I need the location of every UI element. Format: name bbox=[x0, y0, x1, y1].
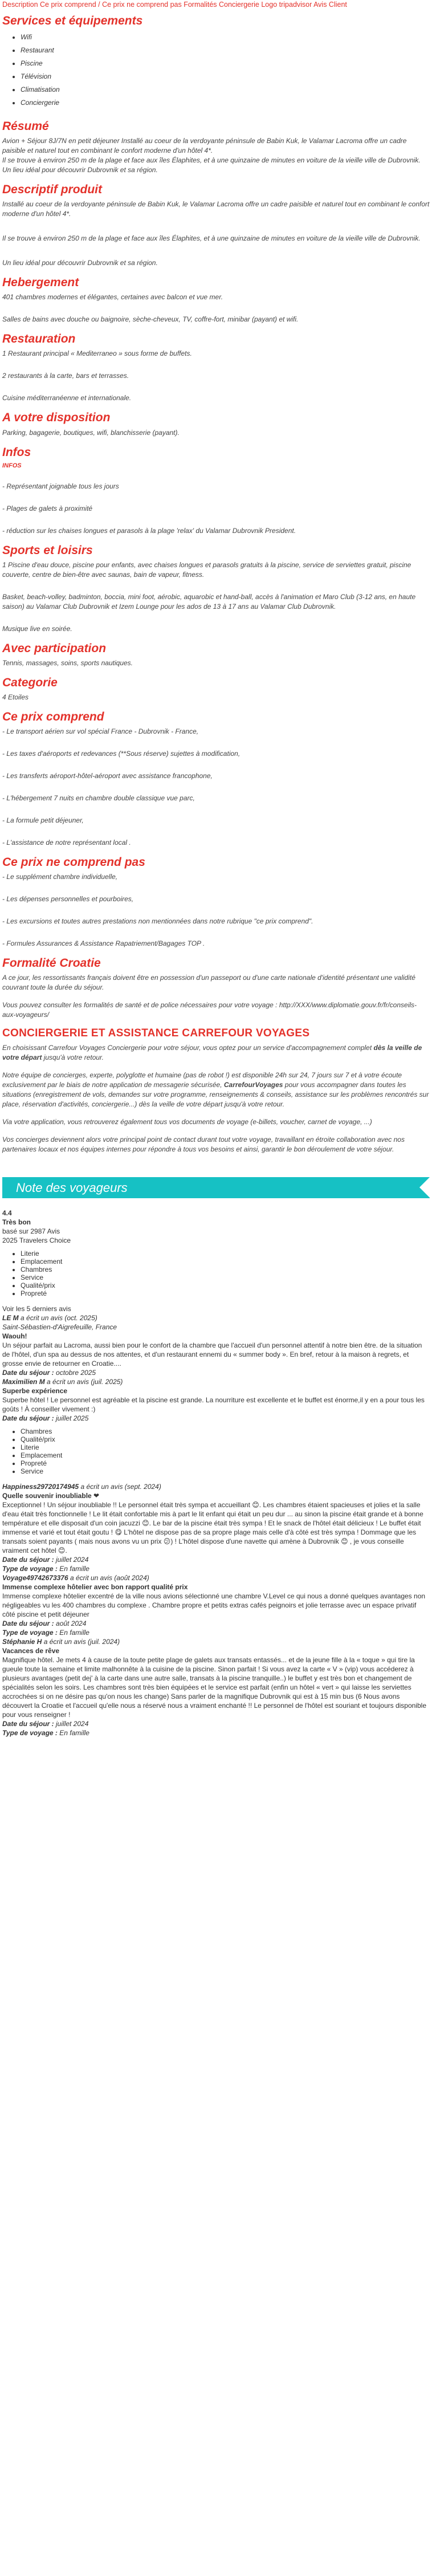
reviews-section bbox=[2, 1208, 430, 1737]
conciergerie-text-bold: CarrefourVoyages bbox=[223, 1081, 283, 1089]
infos-text: - Représentant joignable tous les jours bbox=[2, 482, 119, 490]
criteria-item: • Qualité/prix bbox=[21, 1281, 430, 1289]
conciergerie-title: CONCIERGERIE ET ASSISTANCE CARREFOUR VOYAGES bbox=[2, 1027, 310, 1040]
review-date-line bbox=[2, 1368, 430, 1377]
review-date-label: Date du séjour : bbox=[2, 1556, 56, 1564]
conciergerie-text bbox=[2, 1071, 430, 1109]
prix-comprend-title: Ce prix comprend bbox=[2, 710, 104, 723]
review-body: Superbe hôtel ! Le personnel est agréable et la piscine est grande. La nourriture est excellente et le buffet est énorme,il y en a pour tous les goûts ! À conseiller vivement :) bbox=[2, 1396, 425, 1414]
review-place: Saint-Sébastien-d'Aigrefeuille, France bbox=[2, 1323, 117, 1332]
prix-comprend-item: - La formule petit déjeuner, bbox=[2, 816, 84, 825]
criteria-item: • Qualité/prix bbox=[21, 1435, 430, 1443]
descriptif-text: Un lieu idéal pour découvrir Dubrovnik et sa région. bbox=[2, 259, 158, 267]
categorie-text: 4 Etoiles bbox=[2, 693, 29, 701]
criteria-item: • Propreté bbox=[21, 1459, 430, 1467]
review-author-line bbox=[2, 1482, 430, 1491]
prix-comprend-item: - L'assistance de notre représentant local . bbox=[2, 839, 131, 847]
review-date: juillet 2024 bbox=[56, 1720, 89, 1728]
rating-score: 4.4 bbox=[2, 1209, 12, 1218]
conciergerie-text bbox=[2, 1043, 430, 1063]
categorie-title: Categorie bbox=[2, 675, 58, 689]
reviews-banner bbox=[2, 1177, 430, 1198]
conciergerie-text-part: jusqu'à votre retour. bbox=[42, 1053, 104, 1062]
restauration-text: Cuisine méditerranéenne et internationale. bbox=[2, 394, 132, 402]
review-criteria bbox=[2, 1427, 430, 1475]
travelers-choice: 2025 Travelers Choice bbox=[2, 1236, 71, 1245]
infos-subtitle: INFOS bbox=[2, 462, 22, 469]
services-item: • Télévision bbox=[21, 70, 430, 83]
prix-comprend-item: - Les taxes d'aéroports et redevances (**Sous réserve) sujettes à modification, bbox=[2, 750, 241, 758]
review-title: Superbe expérience bbox=[2, 1387, 68, 1395]
review-author-line bbox=[2, 1573, 430, 1582]
resume-text: Avion + Séjour 8J/7N en petit déjeuner Installé au coeur de la verdoyante péninsule de Babin Kuk, le Valamar Lacroma offre un cadre paisible et naturel tout en combinant le confort moderne d'un hôtel 4*. bbox=[2, 137, 407, 155]
criteria-item: • Propreté bbox=[21, 1289, 430, 1297]
disposition-title: A votre disposition bbox=[2, 411, 111, 425]
review-body: Exceptionnel ! Un séjour inoubliable !! Le personnel était très sympa et accueillant 😊. Les chambres étaient spacieuses et jolies et la salle d'eau était très fonctionnelle ! Le lit était confortable mis à part le lit enfant qui était un peu dur ... au sinon la piscine était grande et à bonne température et elle disposait d'un coin jacuzzi 😊. Le bar de la piscine était très sympa ! Et le snack de l'hôtel était délicieux ! Le buffet était immense et varié et tout était goutu ! 😋 L'hôtel ne dispose pas de sa propre plage mais celle d'à côté est très sympa ! Dommage que les transats soient payants ( mais nous avons vu un prix 😕) ! L'hôtel dispose d'une navette qui amène à Dubrovnik 😊 , je vous conseille vraiment cet hôtel 😊. bbox=[2, 1501, 423, 1555]
criteria-item: • Chambres bbox=[21, 1265, 430, 1273]
review-date-line bbox=[2, 1719, 430, 1728]
review-body: Magnifique hôtel. Je mets 4 à cause de la toute petite plage de galets aux transats entassés... et de la jeune fille à la « toque » qui tire la gueule toute la semaine et limite malhonnête à la cuisine de la piscine. Sinon parfait ! Si vous avez la carte « V » (vip) vous accéderez à plusieurs avantages (petit dej' à la carte dans une autre salle, transats à la piscine tranquille..) le buffet y est très bon et changement de spécialités selon les soirs. Les chambres sont très bien équipées et le service est parfait (enfin un hôtel « vert » qui laisse les serviettes accrochées si on ne désire pas qu'on nous les change) Sans parler de la magnifique Dubrovnik qui est à 15 min bus (6 Nous avons découvert la Croatie et l'accueil qu'elle nous a réservé nous a vraiment enchanté !! Le personnel de l'hôtel est souriant et toujours disponible pour vous renseigner ! bbox=[2, 1656, 426, 1719]
review-author: Happiness29720174945 bbox=[2, 1483, 79, 1491]
review-type-line bbox=[2, 1728, 430, 1737]
sports-title: Sports et loisirs bbox=[2, 543, 93, 557]
conciergerie-text-part: pour vous accompagner dans toutes les situations (enregistrement de vols, demandes sur votre programme, renseignements & conseils, assistance sur les problèmes rencontrés sur place, réservation d'activités, conciergerie...) dès la veille de votre départ jusqu'à votre retour. bbox=[2, 1081, 429, 1109]
sports-text: Musique live en soirée. bbox=[2, 624, 72, 633]
review-body: Un séjour parfait au Lacroma, aussi bien pour le confort de la chambre que l'accueil d'un personnel attentif à notre bien être. de la situation de l'hôtel, d'un spa au dessus de nos attentes, et d'un restaurant ennemi du « summer body ». En bref, retour à la maison à regrets, et grosse envie de retourner en Croatie.... bbox=[2, 1341, 422, 1368]
services-item: • Piscine bbox=[21, 57, 430, 70]
services-title: Services et équipements bbox=[2, 14, 143, 27]
review-author: Stéphanie H bbox=[2, 1638, 42, 1646]
review-author-line bbox=[2, 1313, 430, 1322]
prix-ne-comprend-item: - Le supplément chambre individuelle, bbox=[2, 873, 118, 881]
services-item: • Wifi bbox=[21, 31, 430, 44]
resume-title: Résumé bbox=[2, 120, 49, 133]
review-type: En famille bbox=[59, 1565, 89, 1573]
conciergerie-text: Via votre application, vous retrouverez également tous vos documents de voyage (e-billets, voucher, carnet de voyage, ...) bbox=[2, 1118, 372, 1126]
review-title: Vacances de rêve bbox=[2, 1647, 60, 1655]
review-date: octobre 2025 bbox=[56, 1369, 96, 1377]
last-reviews-label: Voir les 5 derniers avis bbox=[2, 1305, 71, 1313]
prix-comprend-item: - Le transport aérien sur vol spécial France - Dubrovnik - France, bbox=[2, 727, 199, 736]
prix-comprend-item: - L'hébergement 7 nuits en chambre double classique vue parc, bbox=[2, 794, 195, 803]
criteria-item: • Literie bbox=[21, 1443, 430, 1451]
participation-title: Avec participation bbox=[2, 641, 107, 655]
descriptif-title: Descriptif produit bbox=[2, 183, 103, 197]
review-date: août 2024 bbox=[56, 1619, 87, 1628]
hebergement-text: 401 chambres modernes et élégantes, certaines avec balcon et vue mer. bbox=[2, 293, 223, 302]
review-wrote: a écrit un avis (juil. 2025) bbox=[44, 1378, 123, 1386]
hebergement-title: Hebergement bbox=[2, 276, 79, 290]
restauration-title: Restauration bbox=[2, 332, 76, 346]
formalite-text[interactable]: Vous pouvez consulter les formalités de santé et de police nécessaires pour votre voyage : http://XXX/www.diplomatie.gouv.fr/fr/conseils-aux-voyageurs/ bbox=[2, 1001, 417, 1019]
banner-arrow-icon bbox=[419, 1177, 430, 1198]
restauration-text: 2 restaurants à la carte, bars et terrasses. bbox=[2, 372, 129, 380]
resume-text: Il se trouve à environ 250 m de la plage et face aux îles Élaphites, et à une quinzaine de minutes en voiture de la vieille ville de Dubrovnik. bbox=[2, 156, 421, 165]
review-author-line bbox=[2, 1377, 430, 1386]
review-date-line bbox=[2, 1619, 430, 1628]
rating-label: Très bon bbox=[2, 1218, 31, 1227]
review-date: juillet 2025 bbox=[56, 1414, 89, 1423]
criteria-item: • Emplacement bbox=[21, 1451, 430, 1459]
review-item bbox=[2, 1573, 430, 1637]
criteria-item: • Service bbox=[21, 1467, 430, 1475]
review-date-label: Date du séjour : bbox=[2, 1720, 56, 1728]
formalite-text: A ce jour, les ressortissants français doivent être en possession d'un passeport ou d'une carte nationale d'identité présentant une validité couvrant toute la durée du séjour. bbox=[2, 974, 415, 992]
review-item bbox=[2, 1377, 430, 1475]
infos-text: - Plages de galets à proximité bbox=[2, 504, 93, 512]
review-type-label: Type de voyage : bbox=[2, 1565, 60, 1573]
review-date-line bbox=[2, 1414, 430, 1423]
prix-comprend-item: - Les transferts aéroport-hôtel-aéroport avec assistance francophone, bbox=[2, 772, 213, 780]
review-title: Immense complexe hôtelier avec bon rapport qualité prix bbox=[2, 1583, 188, 1592]
review-date-label: Date du séjour : bbox=[2, 1619, 56, 1628]
prix-ne-comprend-item: - Les dépenses personnelles et pourboires, bbox=[2, 895, 134, 904]
review-date-label: Date du séjour : bbox=[2, 1369, 56, 1377]
sports-text: 1 Piscine d'eau douce, piscine pour enfants, avec chaises longues et parasols gratuits à la piscine, service de serviettes gratuit, piscine couverte, centre de bien-être avec saunas, bain de vapeur, fitness. bbox=[2, 560, 411, 579]
review-body: Immense complexe hôtelier excentré de la ville nous avions sélectionné une chambre V.Level ce qui nous a donné quelques avantages non négligeables vu les 400 chambres du complexe . Chambre propre et petits extras cafés peignoirs et jolie terrasse avec un espace privatif côté piscine et petit déjeuner bbox=[2, 1592, 426, 1619]
review-type-line bbox=[2, 1628, 430, 1637]
rating-count: basé sur 2987 Avis bbox=[2, 1227, 60, 1236]
review-wrote: a écrit un avis (juil. 2024) bbox=[42, 1638, 120, 1646]
review-item bbox=[2, 1313, 430, 1377]
review-type-line bbox=[2, 1564, 430, 1573]
review-type: En famille bbox=[59, 1629, 89, 1637]
sports-text: Basket, beach-volley, badminton, boccia, mini foot, aérobic, aquarobic et hand-ball, accès à l'animation et Maro Club (3-12 ans, en haute saison) au Valamar Club Dubrovnik et Izem Lounge pour les ados de 13 à 17 ans au Valamar Club Dubrovnik. bbox=[2, 592, 416, 611]
review-type-label: Type de voyage : bbox=[2, 1729, 60, 1737]
reviews-banner-title: Note des voyageurs bbox=[16, 1181, 128, 1195]
resume-text: Un lieu idéal pour découvrir Dubrovnik et sa région. bbox=[2, 166, 158, 174]
review-wrote: a écrit un avis (sept. 2024) bbox=[79, 1483, 161, 1491]
services-list bbox=[2, 31, 430, 109]
conciergerie-text-part: En choisissant Carrefour Voyages Conciergerie pour votre séjour, vous optez pour un service d'accompagnement complet bbox=[2, 1044, 374, 1052]
prix-ne-comprend-title: Ce prix ne comprend pas bbox=[2, 856, 145, 869]
services-item: • Conciergerie bbox=[21, 96, 430, 109]
criteria-item: • Literie bbox=[21, 1250, 430, 1258]
rating-criteria bbox=[2, 1250, 430, 1297]
review-author: Voyage49742673376 bbox=[2, 1574, 68, 1582]
section-nav[interactable]: Description Ce prix comprend / Ce prix ne comprend pas Formalités Conciergerie Logo tripadvisor Avis Client bbox=[2, 1, 347, 9]
review-item bbox=[2, 1637, 430, 1737]
review-date: juillet 2024 bbox=[56, 1556, 89, 1564]
prix-ne-comprend-item: - Les excursions et toutes autres prestations non mentionnées dans notre rubrique "ce prix comprend". bbox=[2, 917, 313, 926]
services-item: • Climatisation bbox=[21, 83, 430, 96]
review-title: Waouh! bbox=[2, 1332, 27, 1341]
descriptif-text: Il se trouve à environ 250 m de la plage et face aux îles Élaphites, et à une quinzaine de minutes en voiture de la vieille ville de Dubrovnik. bbox=[2, 234, 421, 243]
review-date-line bbox=[2, 1555, 430, 1564]
review-item bbox=[2, 1482, 430, 1573]
review-author-line bbox=[2, 1637, 430, 1646]
review-type-label: Type de voyage : bbox=[2, 1629, 60, 1637]
review-type: En famille bbox=[59, 1729, 89, 1737]
review-wrote: a écrit un avis (oct. 2025) bbox=[18, 1314, 97, 1322]
conciergerie-text-part: Notre équipe de concierges, experte, polyglotte et humaine (pas de robot !) est disponible 24h sur 24, 7 jours sur 7 et à votre écoute exclusivement par le biais de notre application de messagerie sécurisée, bbox=[2, 1071, 402, 1089]
prix-ne-comprend-item: - Formules Assurances & Assistance Rapatriement/Bagages TOP . bbox=[2, 939, 205, 948]
infos-text: - réduction sur les chaises longues et parasols à la plage 'relax' du Valamar Dubrovnik President. bbox=[2, 526, 296, 535]
infos-title: Infos bbox=[2, 445, 31, 459]
hebergement-text: Salles de bains avec douche ou baignoire, sèche-cheveux, TV, coffre-fort, minibar (payant) et wifi. bbox=[2, 315, 299, 324]
conciergerie-text: Vos concierges deviennent alors votre principal point de contact durant tout votre voyage, travaillant en étroite collaboration avec nos partenaires locaux et nos équipes internes pour répondre à tous vos besoins et ainsi, garantir le bon déroulement de votre séjour. bbox=[2, 1136, 405, 1154]
participation-text: Tennis, massages, soins, sports nautiques. bbox=[2, 658, 133, 667]
criteria-item: • Chambres bbox=[21, 1427, 430, 1435]
restauration-text: 1 Restaurant principal « Mediterraneo » sous forme de buffets. bbox=[2, 349, 192, 358]
disposition-text: Parking, bagagerie, boutiques, wifi, blanchisserie (payant). bbox=[2, 428, 180, 437]
conciergerie-text-bold: dès la veille de votre départ bbox=[2, 1044, 422, 1062]
criteria-item: • Service bbox=[21, 1273, 430, 1281]
review-date-label: Date du séjour : bbox=[2, 1414, 56, 1423]
review-author: Maximilien M bbox=[2, 1378, 45, 1386]
formalite-title: Formalité Croatie bbox=[2, 957, 101, 970]
review-wrote: a écrit un avis (août 2024) bbox=[68, 1574, 149, 1582]
descriptif-text: Installé au coeur de la verdoyante péninsule de Babin Kuk, le Valamar Lacroma offre un cadre paisible et naturel tout en combinant le confort moderne d'un hôtel 4*. bbox=[2, 200, 430, 218]
criteria-item: • Emplacement bbox=[21, 1258, 430, 1265]
review-title: Quelle souvenir inoubliable ❤ bbox=[2, 1492, 100, 1500]
services-item: • Restaurant bbox=[21, 44, 430, 57]
review-author: LE M bbox=[2, 1314, 19, 1322]
